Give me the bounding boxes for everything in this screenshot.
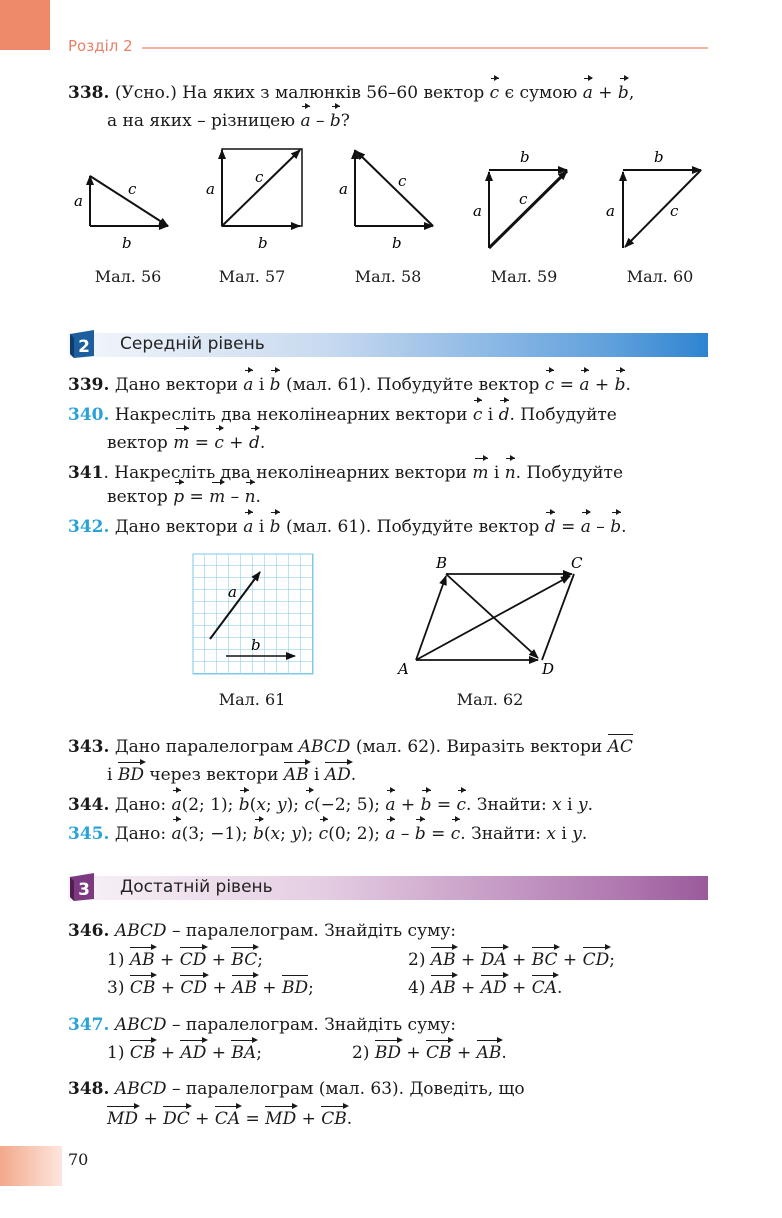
section-level-3-title: Достатній рівень — [120, 877, 273, 897]
svg-text:c: c — [519, 190, 528, 208]
problem-346-item4: 4) AB + AD + CA. — [408, 975, 562, 1001]
svg-text:b: b — [122, 234, 132, 252]
page-number: 70 — [68, 1150, 89, 1169]
figure-62 — [396, 552, 596, 680]
chapter-divider — [142, 47, 708, 49]
problem-346-item1: 1) AB + CD + BC; — [107, 947, 263, 973]
level-3-badge-icon — [68, 872, 96, 902]
problem-340-line2: вектор m = c + d. — [107, 430, 265, 456]
svg-text:3: 3 — [78, 880, 90, 900]
level-2-badge-icon — [68, 329, 96, 359]
figure-61 — [192, 553, 314, 675]
problem-343-line2: і BD через вектори AB і AD. — [107, 762, 356, 788]
problem-348: 348. ABCD – паралелограм (мал. 63). Доведіть, що — [68, 1079, 525, 1099]
caption-fig56: Мал. 56 — [94, 267, 162, 286]
problem-347: 347. ABCD – паралелограм. Знайдіть суму: — [68, 1015, 457, 1035]
caption-fig59: Мал. 59 — [490, 267, 558, 286]
problem-346-item2: 2) AB + DA + BC + CD; — [408, 947, 615, 973]
problem-345: 345. Дано: a(3; −1); b(x; y); c(0; 2); a – b = c. Знайти: x і y. — [68, 821, 587, 847]
svg-text:b: b — [520, 148, 530, 166]
svg-text:a: a — [74, 192, 83, 210]
problem-341: 341. Накресліть два неколінеарних вектори m і n. Побудуйте — [68, 460, 623, 486]
section-level-3 — [68, 876, 708, 900]
svg-text:c: c — [398, 172, 407, 190]
svg-text:b: b — [392, 234, 402, 252]
problem-346: 346. ABCD – паралелограм. Знайдіть суму: — [68, 921, 457, 941]
problem-342: 342. Дано вектори a і b (мал. 61). Побудуйте вектор d = a – b. — [68, 514, 626, 540]
problem-348-line2: MD + DC + CA = MD + CB. — [107, 1106, 352, 1132]
svg-text:b: b — [654, 148, 664, 166]
problem-340: 340. Накресліть два неколінеарних вектори c і d. Побудуйте — [68, 402, 617, 428]
footer-tab — [0, 1146, 62, 1186]
figure-57 — [222, 149, 302, 226]
svg-text:B: B — [436, 554, 448, 572]
chapter-corner-tab — [0, 0, 50, 50]
svg-text:D: D — [542, 660, 555, 678]
svg-text:a: a — [473, 202, 482, 220]
problem-343: 343. Дано паралелограм ABCD (мал. 62). Виразіть вектори AC — [68, 734, 633, 760]
svg-text:a: a — [206, 180, 215, 198]
caption-fig61: Мал. 61 — [218, 690, 286, 709]
problem-338-line2: а на яких – різницею a – b? — [107, 108, 350, 134]
svg-text:a: a — [228, 583, 237, 601]
svg-text:b: b — [258, 234, 268, 252]
svg-text:c: c — [255, 168, 264, 186]
problem-341-line2: вектор p = m – n. — [107, 484, 261, 510]
problem-347-item1: 1) CB + AD + BA; — [107, 1040, 262, 1066]
svg-text:a: a — [606, 202, 615, 220]
problem-346-item3: 3) CB + CD + AB + BD; — [107, 975, 314, 1001]
svg-text:2: 2 — [78, 337, 90, 357]
svg-text:c: c — [128, 180, 137, 198]
figure-59 — [489, 170, 567, 248]
caption-fig60: Мал. 60 — [626, 267, 694, 286]
svg-text:b: b — [251, 636, 261, 654]
svg-text:A: A — [398, 660, 409, 678]
figure-58 — [355, 150, 433, 226]
section-level-2 — [68, 333, 708, 357]
svg-text:C: C — [571, 554, 583, 572]
problem-344: 344. Дано: a(2; 1); b(x; y); c(−2; 5); a + b = c. Знайти: x і y. — [68, 792, 593, 818]
svg-text:a: a — [339, 180, 348, 198]
caption-fig62: Мал. 62 — [456, 690, 524, 709]
svg-text:c: c — [670, 202, 679, 220]
problem-347-item2: 2) BD + CB + AB. — [352, 1040, 507, 1066]
caption-fig57: Мал. 57 — [218, 267, 286, 286]
chapter-title: Розділ 2 — [68, 37, 133, 55]
problem-338: 338. (Усно.) На яких з малюнків 56–60 вектор c є сумою a + b, — [68, 80, 634, 106]
problem-339: 339. Дано вектори a і b (мал. 61). Побудуйте вектор c = a + b. — [68, 372, 631, 398]
figure-60 — [623, 170, 701, 248]
section-level-2-title: Середній рівень — [120, 334, 265, 354]
caption-fig58: Мал. 58 — [354, 267, 422, 286]
